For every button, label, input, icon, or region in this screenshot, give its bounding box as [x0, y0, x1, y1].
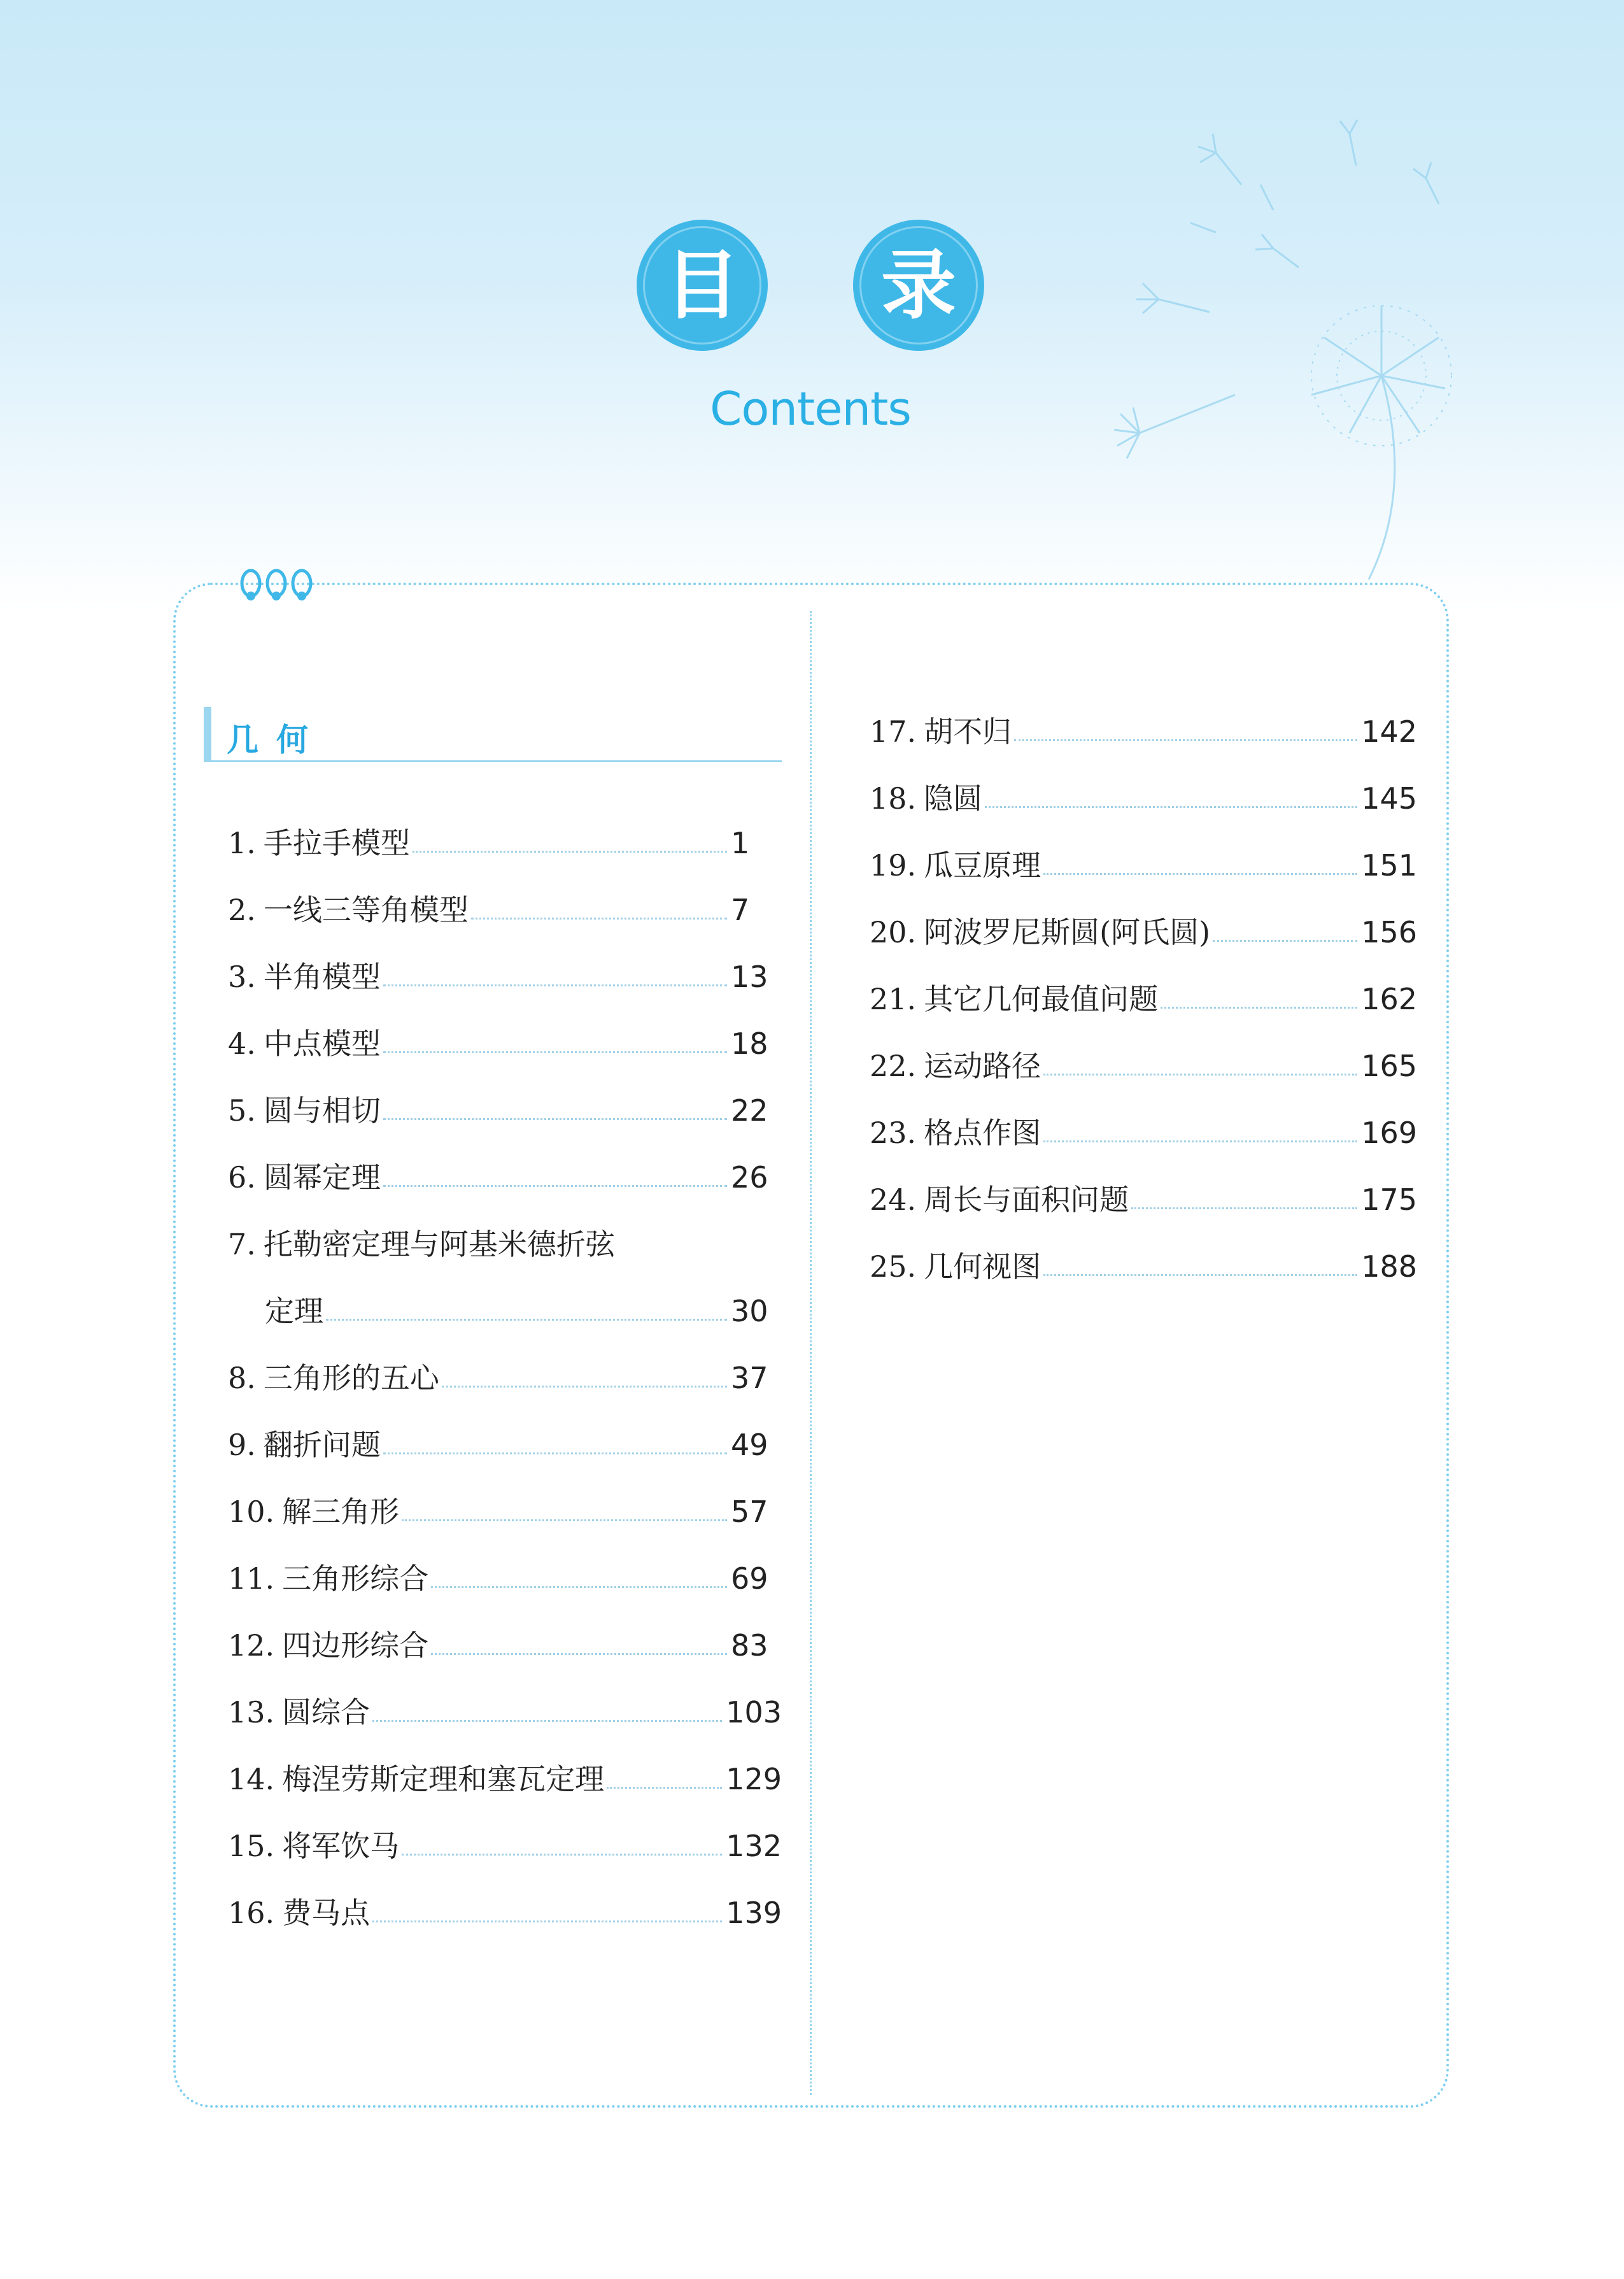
- toc-entry-page: 49: [731, 1428, 768, 1462]
- section-header-bar: [204, 707, 211, 760]
- toc-entry-page: 103: [726, 1695, 782, 1729]
- toc-entry-label: 运动路径: [924, 1049, 1041, 1083]
- toc-entry-page: 139: [726, 1896, 782, 1930]
- toc-entry[interactable]: [228, 947, 782, 994]
- toc-entry[interactable]: [870, 1170, 1417, 1217]
- toc-entry-label: 翻折问题: [263, 1428, 381, 1462]
- toc-entry-number: 6.: [228, 1160, 256, 1195]
- toc-entry-number: 16.: [228, 1896, 275, 1930]
- toc-entry-label: 圆与相切: [263, 1093, 381, 1128]
- toc-entry-page: 165: [1361, 1049, 1417, 1083]
- toc-entry-number: 1.: [228, 826, 256, 860]
- toc-leader-dots: [1043, 873, 1357, 875]
- toc-entry-number: 14.: [228, 1762, 275, 1796]
- toc-leader-dots: [1213, 940, 1357, 942]
- toc-entry-label: 手拉手模型: [263, 826, 410, 860]
- binder-rings-decoration: [237, 564, 326, 609]
- toc-entry[interactable]: [228, 1549, 782, 1596]
- toc-entry-label: 瓜豆原理: [924, 848, 1041, 883]
- toc-leader-dots: [607, 1787, 722, 1789]
- toc-entry-page: 175: [1361, 1182, 1417, 1217]
- toc-entry-page: 1: [731, 826, 750, 860]
- toc-leader-dots: [413, 851, 727, 853]
- toc-entry-page: 30: [731, 1294, 768, 1328]
- toc-entry-page: 18: [731, 1026, 768, 1061]
- toc-entry-label: 三角形综合: [282, 1561, 429, 1596]
- toc-entry[interactable]: [228, 1482, 782, 1529]
- toc-leader-dots: [383, 1185, 727, 1187]
- toc-entry[interactable]: [228, 1682, 782, 1727]
- toc-leader-dots: [985, 806, 1357, 808]
- toc-leader-dots: [326, 1319, 727, 1321]
- title-circle-mu: [637, 220, 768, 351]
- toc-entry-label: 几何视图: [924, 1249, 1041, 1284]
- toc-entry-page: 57: [731, 1494, 768, 1529]
- toc-entry-label: 一线三等角模型: [263, 893, 469, 927]
- toc-entry[interactable]: [870, 1103, 1417, 1150]
- toc-entry-label: 圆综合: [282, 1695, 371, 1729]
- toc-leader-dots: [402, 1519, 727, 1521]
- toc-entry-number: 5.: [228, 1093, 256, 1128]
- contents-subtitle: Contents: [710, 382, 911, 436]
- toc-entry-number: 19.: [870, 848, 917, 883]
- toc-entry-label: 四边形综合: [282, 1628, 429, 1663]
- toc-entry-number: 12.: [228, 1628, 275, 1663]
- toc-entry[interactable]: [228, 1081, 782, 1128]
- toc-entry[interactable]: [228, 1816, 782, 1861]
- toc-leader-dots: [471, 918, 727, 919]
- toc-leader-dots: [383, 984, 727, 986]
- toc-entry-label: 托勒密定理与阿基米德折弦: [263, 1227, 615, 1261]
- dandelion-illustration: [1082, 96, 1528, 592]
- toc-leader-dots: [383, 1118, 727, 1120]
- toc-entry[interactable]: [228, 1883, 782, 1928]
- toc-leader-dots: [1161, 1007, 1357, 1009]
- toc-entry[interactable]: [870, 1036, 1417, 1081]
- toc-entry-page: 13: [731, 960, 768, 994]
- toc-leader-dots: [431, 1653, 727, 1655]
- toc-entry-number: 2.: [228, 893, 256, 927]
- toc-entry-page: 145: [1361, 781, 1417, 816]
- toc-entry-page: 129: [726, 1762, 782, 1796]
- toc-entry[interactable]: [870, 769, 1417, 816]
- toc-leader-dots: [383, 1452, 727, 1454]
- toc-entry-label: 胡不归: [924, 714, 1012, 749]
- toc-entry-label: 其它几何最值问题: [924, 982, 1159, 1016]
- toc-entry[interactable]: [228, 1281, 782, 1326]
- toc-leader-dots: [1131, 1207, 1357, 1209]
- toc-entry-label: 中点模型: [263, 1026, 381, 1061]
- toc-entry-number: 10.: [228, 1494, 275, 1529]
- toc-entry[interactable]: [228, 1615, 782, 1663]
- toc-entry-number: 11.: [228, 1561, 275, 1596]
- toc-entry[interactable]: [870, 1237, 1417, 1284]
- toc-entry-page: 83: [731, 1628, 768, 1663]
- toc-entry[interactable]: [228, 1214, 782, 1259]
- toc-entry[interactable]: [870, 702, 1417, 749]
- toc-entry-number: 4.: [228, 1026, 256, 1061]
- toc-entry-page: 22: [731, 1093, 768, 1128]
- toc-entry-label: 三角形的五心: [263, 1361, 439, 1395]
- toc-entry-number: 25.: [870, 1249, 917, 1284]
- column-divider: [810, 611, 812, 2095]
- toc-leader-dots: [431, 1586, 727, 1588]
- toc-entry-label: 圆幂定理: [263, 1160, 381, 1195]
- title-ring-decoration: [643, 226, 761, 344]
- toc-entry-number: 22.: [870, 1049, 917, 1083]
- toc-entry-number: 15.: [228, 1829, 275, 1863]
- toc-entry-label: 格点作图: [924, 1116, 1041, 1150]
- toc-entry[interactable]: [228, 1147, 782, 1195]
- toc-entry-number: 8.: [228, 1361, 256, 1395]
- toc-entry-label: 梅涅劳斯定理和塞瓦定理: [282, 1762, 605, 1796]
- section-header-geometry: [204, 707, 782, 762]
- toc-entry-page: 169: [1361, 1116, 1417, 1150]
- toc-entry-label: 半角模型: [263, 960, 381, 994]
- toc-entry-number: 24.: [870, 1182, 917, 1217]
- toc-entry[interactable]: [228, 813, 782, 858]
- toc-entry-page: 162: [1361, 982, 1417, 1016]
- toc-entry[interactable]: [870, 835, 1417, 883]
- toc-entry-number: 21.: [870, 982, 917, 1016]
- toc-entry-page: 69: [731, 1561, 768, 1596]
- toc-entry-page: 132: [726, 1829, 782, 1863]
- toc-entry-number: 9.: [228, 1428, 256, 1462]
- toc-entry[interactable]: [228, 880, 782, 925]
- title-circle-lu: [853, 220, 984, 351]
- toc-entry[interactable]: [870, 902, 1417, 947]
- toc-entry-number: 23.: [870, 1116, 917, 1150]
- toc-entry-page: 37: [731, 1361, 768, 1395]
- toc-entry[interactable]: [870, 969, 1417, 1014]
- toc-leader-dots: [1043, 1274, 1357, 1276]
- toc-entry-page: 188: [1361, 1249, 1417, 1284]
- toc-entry-number: 20.: [870, 915, 917, 949]
- toc-entry[interactable]: [228, 1014, 782, 1061]
- toc-entry-label: 费马点: [282, 1896, 371, 1930]
- toc-entry-label: 解三角形: [282, 1494, 400, 1529]
- toc-entry-label: 将军饮马: [282, 1829, 400, 1863]
- toc-entry-label: 周长与面积问题: [924, 1182, 1129, 1217]
- toc-entry[interactable]: [228, 1348, 782, 1393]
- toc-entry-page: 156: [1361, 915, 1417, 949]
- toc-entry-page: 26: [731, 1160, 768, 1195]
- toc-entry-number: 13.: [228, 1695, 275, 1729]
- toc-entry-label: 定理: [265, 1294, 323, 1328]
- toc-entry-label: 隐圆: [924, 781, 983, 816]
- toc-leader-dots: [1014, 739, 1357, 741]
- toc-entry-page: 151: [1361, 848, 1417, 883]
- toc-entry-number: 7.: [228, 1227, 256, 1261]
- toc-entry-label: 阿波罗尼斯圆(阿氏圆): [924, 915, 1211, 949]
- toc-entry[interactable]: [228, 1415, 782, 1462]
- toc-entry-page: 142: [1361, 714, 1417, 749]
- toc-entry-page: 7: [731, 893, 750, 927]
- toc-leader-dots: [442, 1386, 727, 1388]
- toc-entry[interactable]: [228, 1749, 782, 1794]
- toc-leader-dots: [1043, 1074, 1357, 1076]
- toc-leader-dots: [372, 1720, 722, 1722]
- title-char-1: 目: [664, 241, 740, 329]
- toc-entry-number: 17.: [870, 714, 917, 749]
- toc-entry-number: 18.: [870, 781, 917, 816]
- toc-leader-dots: [402, 1854, 722, 1856]
- toc-leader-dots: [1043, 1140, 1357, 1142]
- toc-entry-number: 3.: [228, 960, 256, 994]
- section-title: 几何: [227, 721, 326, 758]
- toc-leader-dots: [383, 1051, 727, 1053]
- toc-leader-dots: [372, 1920, 722, 1922]
- title-char-2: 录: [880, 241, 956, 329]
- title-ring-decoration: [859, 226, 978, 344]
